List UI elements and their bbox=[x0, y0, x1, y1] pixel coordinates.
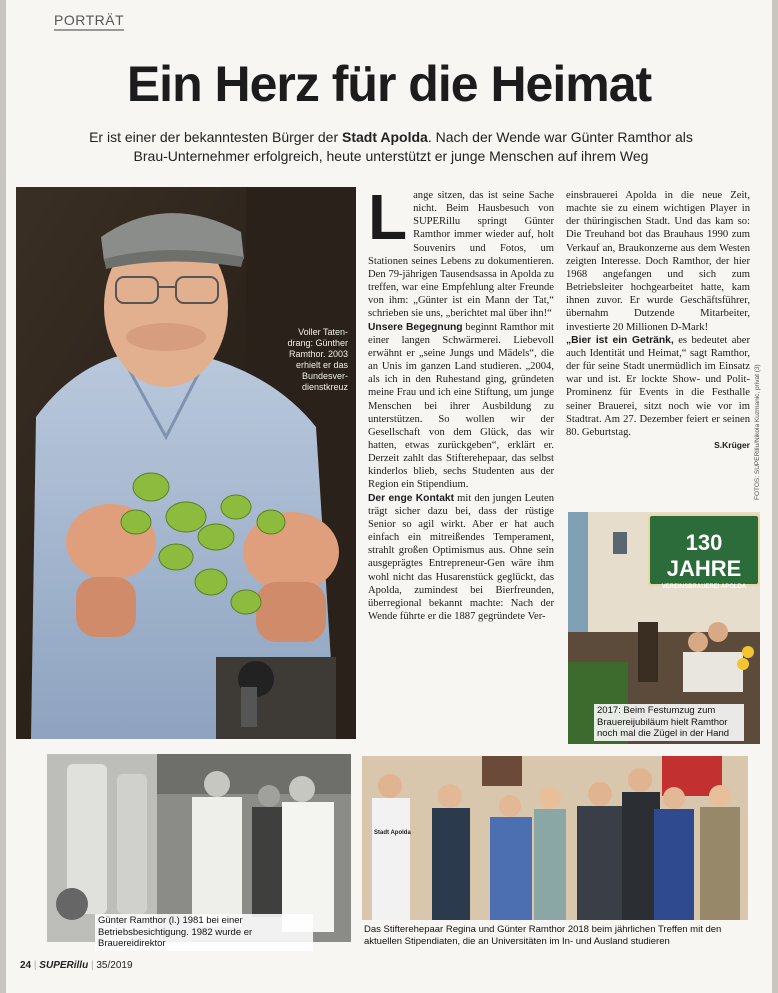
subhead-text-2: . Nach der Wende war Günter Ramthor als Brau-Unternehmer erfolgreich, heute unterstützt er junge Menschen auf ihrem Weg bbox=[133, 129, 693, 164]
portrait-illustration bbox=[16, 187, 356, 739]
main-photo-caption: Voller Taten-drang: Günther Ramthor. 2003 erhielt er das Bundesver-dienstkreuz bbox=[287, 327, 348, 392]
paragraph-body: es bedeutet aber auch Identität und Heimat,“ sagt Ramthor, der für seine Stadt unermüdlich im Einsatz war und ist. Er lockte Show- und Polit-Prominenz für Events in die Festhalle seiner Brauerei, sitzt noch wie vor im Stadtrat. Am 27. Dezember feiert er seinen 80. Geburtstag. bbox=[566, 334, 750, 438]
subhead-text-1: Er ist einer der bekanntesten Bürger der bbox=[89, 129, 343, 145]
group-photo-caption: Das Stifterehepaar Regina und Günter Ramthor 2018 beim jährlichen Treffen mit den aktuellen Stipendiaten, die an Universitäten im In- und Ausland studieren bbox=[364, 924, 722, 947]
paragraph bbox=[368, 492, 554, 624]
archive-photo-caption: Günter Ramthor (l.) 1981 bei einer Betriebsbesichtigung. 1982 wurde er Brauereidirektor bbox=[95, 914, 313, 951]
paragraph: einsbrauerei Apolda in die neue Zeit, machte sie zu einem wichtigen Player in der thüringischen Stadt. Und das kam so: Die Treuhand bot das Brauhaus 1990 zum Verkauf an, Braukonzerne aus dem Westen zeigten Interesse. Doch Ramthor, der hier 1968 angefangen und sich zum Betriebsleiter hochgearbeitet hatte, kam ihnen zuvor. Er wurde Geschäftsführer, übernahm Dutzende Mitarbeiter, investierte 20 Millionen D-Mark! bbox=[566, 190, 750, 333]
group-illustration bbox=[362, 756, 748, 920]
article-column-1 bbox=[368, 181, 555, 623]
anniversary-sign bbox=[648, 514, 760, 590]
photo-credit: FOTOS: SUPERillu/Nikola Kuzmanic, privat (3) bbox=[754, 364, 761, 500]
shirt-print: Stadt Apolda bbox=[374, 830, 411, 836]
paragraph-body: beginnt Ramthor mit einer langen Schwärmerei. Liebevoll erwähnt er „seine Jungs und Mädels“, die an Unis im ganzen Land studieren. „2004, als ich in den Ruhestand ging, gründeten meine Frau und ich eine Stiftung, um junge Menschen bei ihrer Ausbildung zu unterstützen. So wollen wir der Gesellschaft von dem Glück, das wir hatten, etwas zurückgeben“, erklärt er. Derzeit zahlt das Stifterehepaar, das selbst kinderlos blieb, sechs Studenten aus der Region ein Stipendium. bbox=[368, 321, 555, 491]
festival-photo-caption: 2017: Beim Festumzug zum Brauereijubiläum hielt Ramthor noch mal die Zügel in der Hand bbox=[594, 704, 744, 741]
sign-title: 130 JAHRE bbox=[666, 530, 742, 581]
page-number: 24 bbox=[20, 960, 32, 971]
paragraph bbox=[566, 334, 750, 439]
subhead-bold: Stadt Apolda bbox=[342, 129, 428, 145]
article-column-2 bbox=[566, 189, 750, 452]
magazine-page bbox=[6, 0, 772, 993]
section-kicker: PORTRÄT bbox=[54, 12, 124, 31]
paragraph-lead: Der enge Kontakt bbox=[368, 492, 455, 504]
paragraph-lead: Unsere Begegnung bbox=[368, 321, 463, 333]
page-footer: 24 | SUPERillu | 35/2019 bbox=[20, 960, 133, 971]
page-edge-right bbox=[772, 0, 778, 993]
headline: Ein Herz für die Heimat bbox=[126, 56, 652, 112]
paragraph-lead: „Bier ist ein Getränk, bbox=[566, 334, 674, 346]
paragraph-body: mit den jungen Leuten trägt sicher dazu bei, dass der rüstige Senior so agil wirkt. Aber er hat auch einfach ein mitreißendes Temperament, strahlt großen Optimismus aus. Ohne sein ausgeprägtes Entrepreneur-Gen wäre ihm wohl nicht das Husarenstück geglückt, das Apolda, zumindest bei Bierfreunden, überregional bekannt machte: Nach der Wende führte er die 1887 gegründete Ver- bbox=[368, 492, 554, 622]
main-portrait-photo bbox=[16, 187, 356, 739]
paragraph: ange sitzen, das ist seine Sache nicht. Beim Hausbesuch von SUPERillu springt Günter Ramthor immer wieder auf, holt Souvenirs und Fotos, um Stationen seines Lebens zu dokumentieren. Den 79-jährigen Tausendsassa in Apolda zu treffen, war eine Empfehlung alter Freunde von ihm: „Günter ist ein Mann der Tat,“ schrieben sie uns, „berichtet mal über ihn!“ bbox=[368, 190, 554, 320]
subheadline bbox=[76, 128, 706, 166]
group-photo bbox=[362, 756, 748, 920]
archive-photo bbox=[47, 754, 351, 949]
sign-subtitle: VEREINSBRAUEREI APOLDA bbox=[661, 584, 747, 590]
magazine-brand: SUPERillu bbox=[39, 960, 89, 971]
paragraph bbox=[368, 321, 554, 492]
drop-cap: L bbox=[368, 181, 408, 253]
festival-photo bbox=[568, 512, 760, 744]
issue-number: 35/2019 bbox=[96, 960, 133, 971]
author-byline: S.Krüger bbox=[714, 439, 750, 450]
